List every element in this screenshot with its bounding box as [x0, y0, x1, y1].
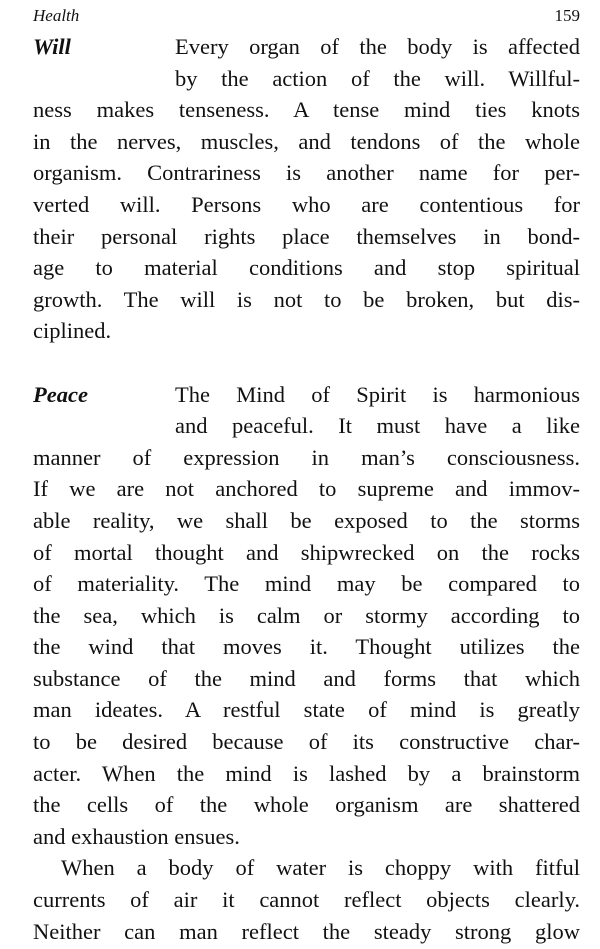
text-line: currents of air it cannot reflect objects clearly. [33, 887, 580, 913]
text-line: substance of the mind and forms that which [33, 665, 580, 691]
entry-term-will: Will [33, 34, 71, 59]
text-line: to be desired because of its constructive char- [33, 729, 580, 755]
running-header-section: Health [33, 6, 80, 25]
text-line: The Mind of Spirit is harmonious [175, 381, 580, 407]
entry-peace [33, 379, 580, 948]
text-line: If we are not anchored to supreme and immov- [33, 476, 580, 502]
entry-will [33, 31, 580, 347]
text-line: of materiality. The mind may be compared to [33, 571, 580, 597]
text-line: age to material conditions and stop spiritual [33, 255, 580, 281]
text-line: ness makes tenseness. A tense mind ties knots [33, 97, 580, 123]
text-line: acter. When the mind is lashed by a brainstorm [33, 760, 580, 786]
page-body [33, 31, 580, 947]
text-line: Every organ of the body is affected [175, 34, 580, 59]
text-line: and peaceful. It must have a like [175, 413, 580, 439]
text-line: the wind that moves it. Thought utilizes the [33, 634, 580, 660]
text-line: and exhaustion ensues. [33, 823, 240, 849]
text-line: their personal rights place themselves in bond- [33, 223, 580, 249]
text-line: growth. The will is not to be broken, but dis- [33, 286, 580, 312]
text-line: When a body of water is choppy with fitful [61, 855, 580, 881]
page-number: 159 [554, 6, 580, 25]
text-line: verted will. Persons who are contentious for [33, 191, 580, 217]
text-line: in the nerves, muscles, and tendons of the whole [33, 128, 580, 154]
text-line: the cells of the whole organism are shattered [33, 792, 580, 818]
text-line: the sea, which is calm or stormy according to [33, 602, 580, 628]
text-line: of mortal thought and shipwrecked on the rocks [33, 539, 580, 565]
entry-term-peace: Peace [33, 381, 88, 407]
text-line: able reality, we shall be exposed to the storms [33, 507, 580, 533]
text-line: manner of expression in man’s consciousness. [33, 444, 580, 470]
text-line: Neither can man reflect the steady strong glow [33, 918, 580, 944]
text-line: organism. Contrariness is another name for per- [33, 160, 580, 186]
text-line: man ideates. A restful state of mind is greatly [33, 697, 580, 723]
text-line: ciplined. [33, 318, 112, 344]
text-line: by the action of the will. Willful- [175, 65, 580, 91]
